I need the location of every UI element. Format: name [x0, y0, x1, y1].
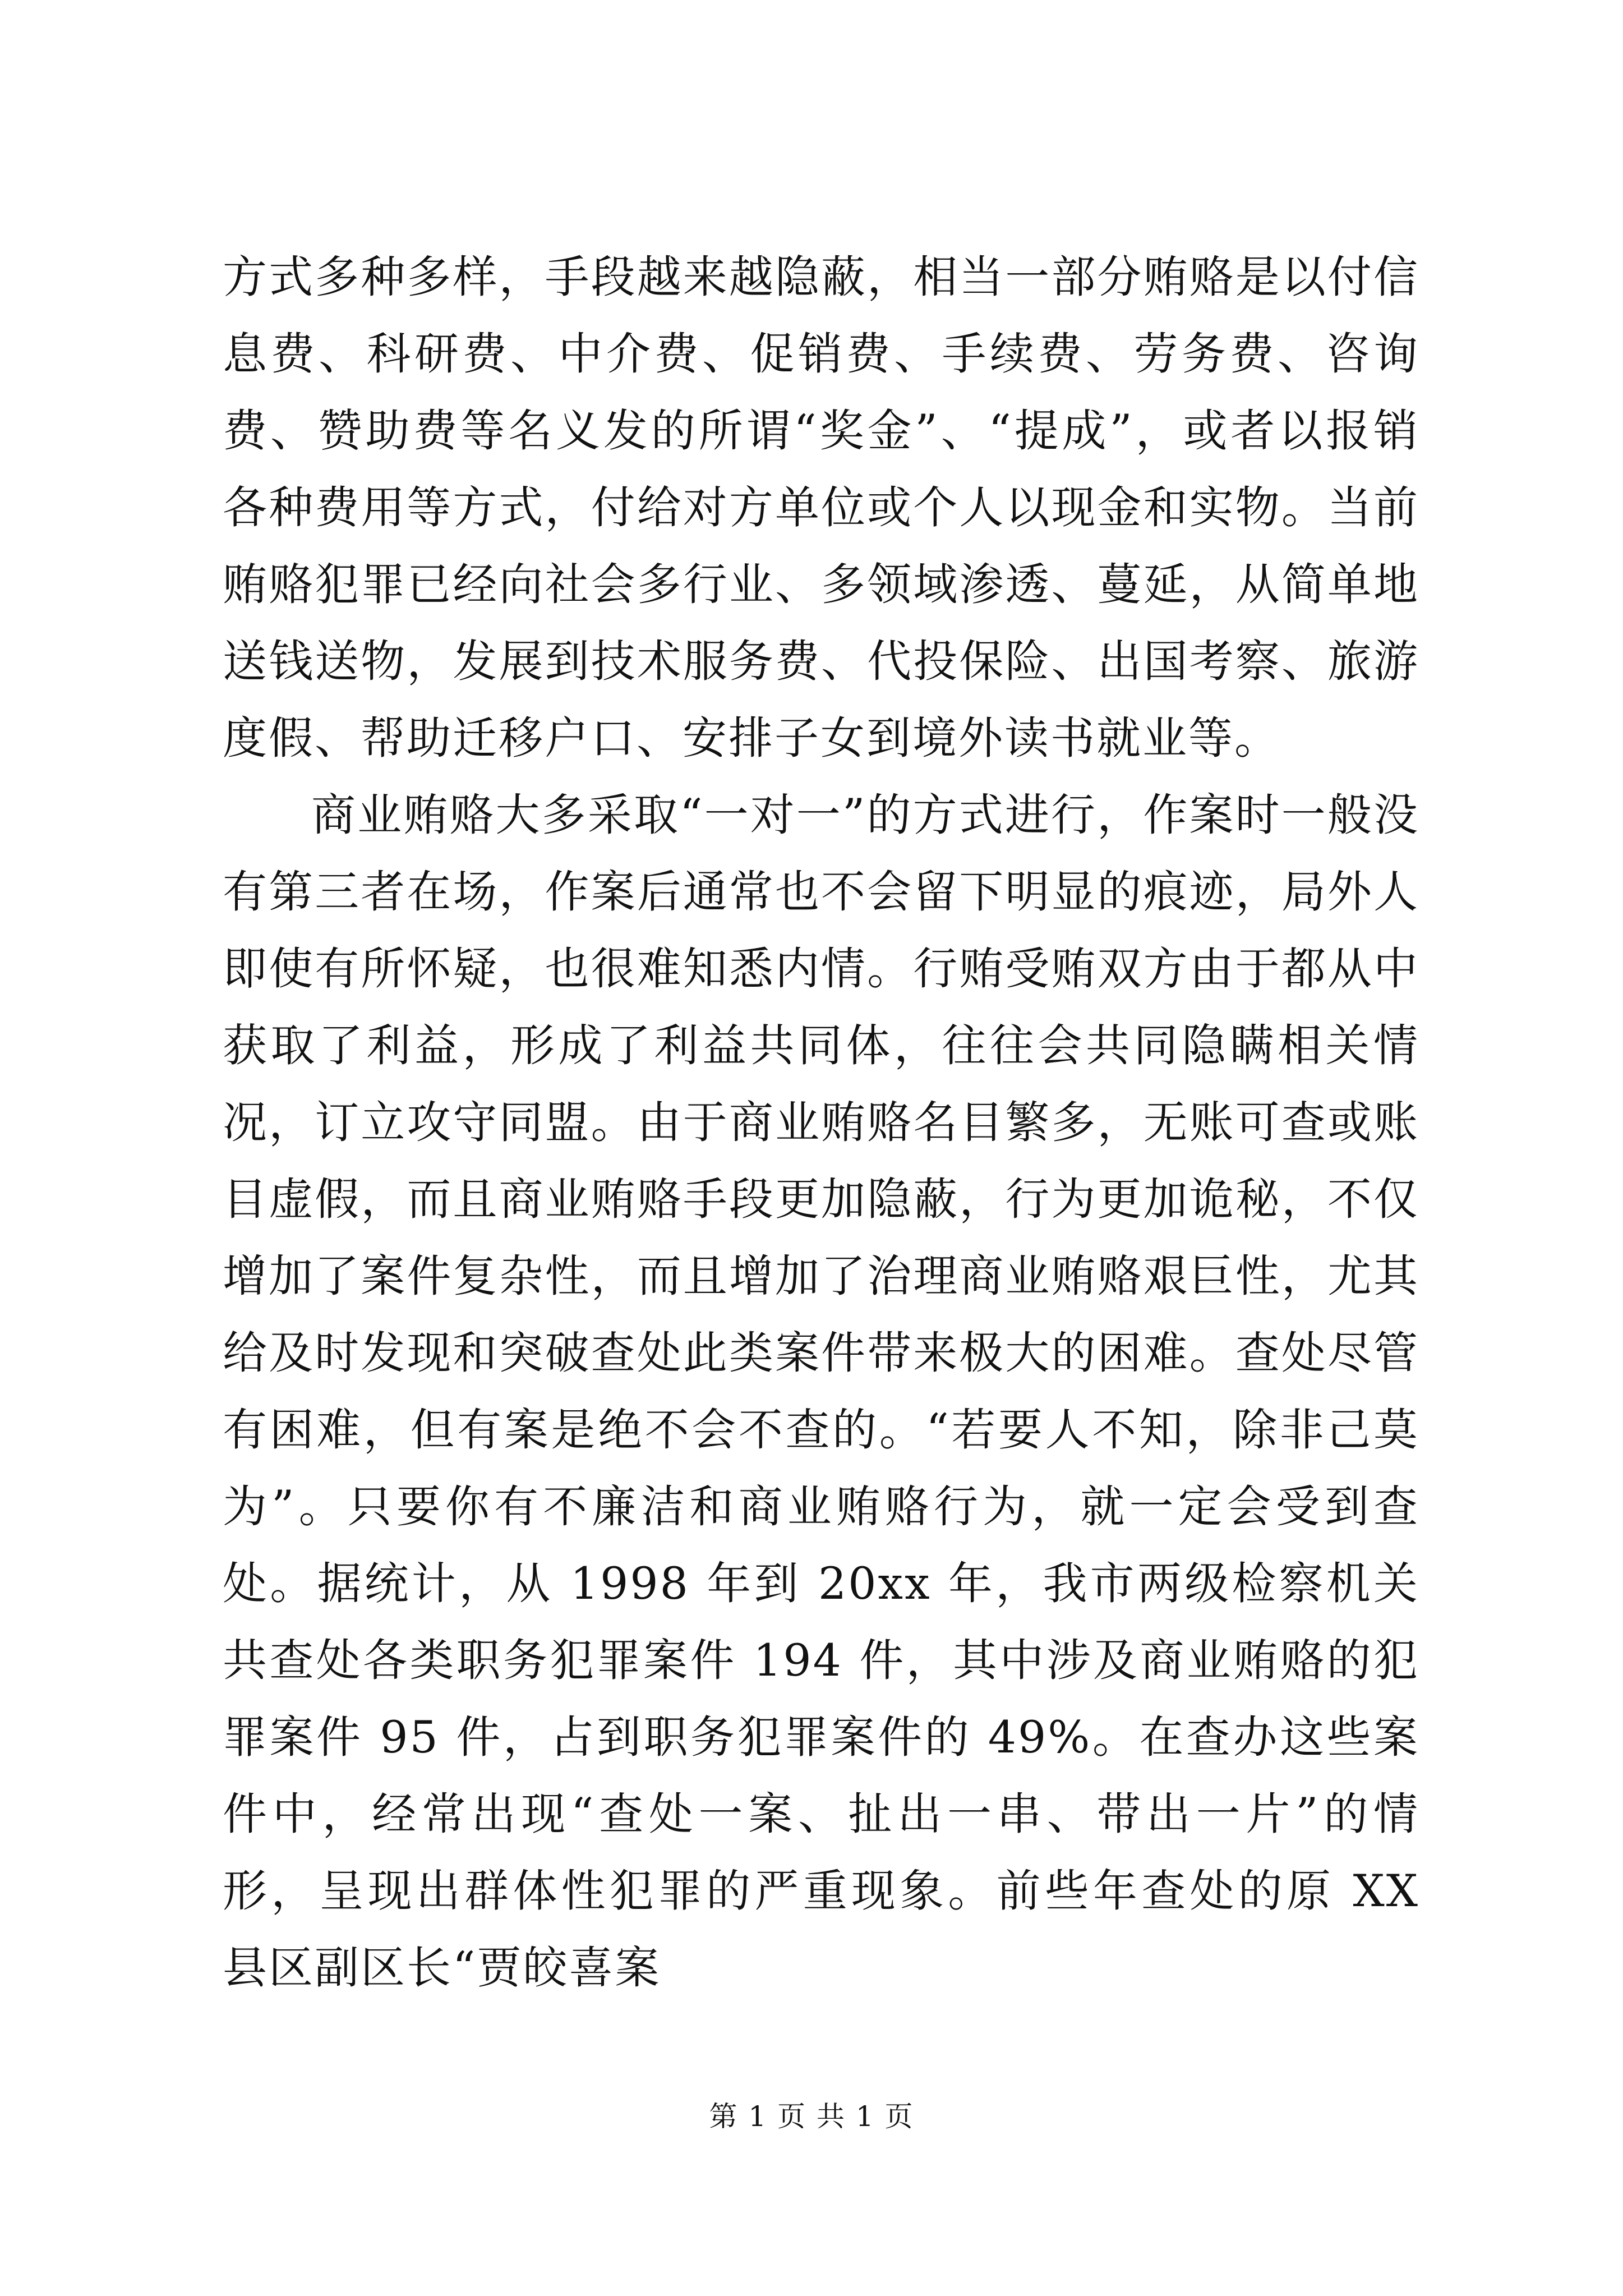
paragraph-2: 商业贿赂大多采取“一对一”的方式进行，作案时一般没有第三者在场，作案后通常也不会留下明显的痕迹，局外人即使有所怀疑，也很难知悉内情。行贿受贿双方由于都从中获取了利益，形成了利益共同体，往往会共同隐瞒相关情况，订立攻守同盟。由于商业贿赂名目繁多，无账可查或账目虚假，而且商业贿赂手段更加隐蔽，行为更加诡秘，不仅增加了案件复杂性，而且增加了治理商业贿赂艰巨性，尤其给及时发现和突破查处此类案件带来极大的困难。查处尽管有困难，但有案是绝不会不查的。“若要人不知，除非己莫为”。只要你有不廉洁和商业贿赂行为，就一定会受到查处。据统计，从 1998 年到 20xx 年，我市两级检察机关共查处各类职务犯罪案件 194 件，其中涉及商业贿赂的犯罪案件 95 件，占到职务犯罪案件的 49%。在查办这些案件中，经常出现“查处一案、扯出一串、带出一片”的情形，呈现出群体性犯罪的严重现象。前些年查处的原 XX 县区副区长“贾皎喜案	[223, 789, 1419, 1994]
document-body	[223, 239, 1419, 2007]
page-footer: 第 1 页 共 1 页	[709, 2100, 914, 2133]
paragraph-1: 方式多种多样，手段越来越隐蔽，相当一部分贿赂是以付信息费、科研费、中介费、促销费、手续费、劳务费、咨询费、赞助费等名义发的所谓“奖金”、“提成”，或者以报销各种费用等方式，付给对方单位或个人以现金和实物。当前贿赂犯罪已经向社会多行业、多领域渗透、蔓延，从简单地送钱送物，发展到技术服务费、代投保险、出国考察、旅游度假、帮助迁移户口、安排子女到境外读书就业等。	[223, 251, 1419, 764]
